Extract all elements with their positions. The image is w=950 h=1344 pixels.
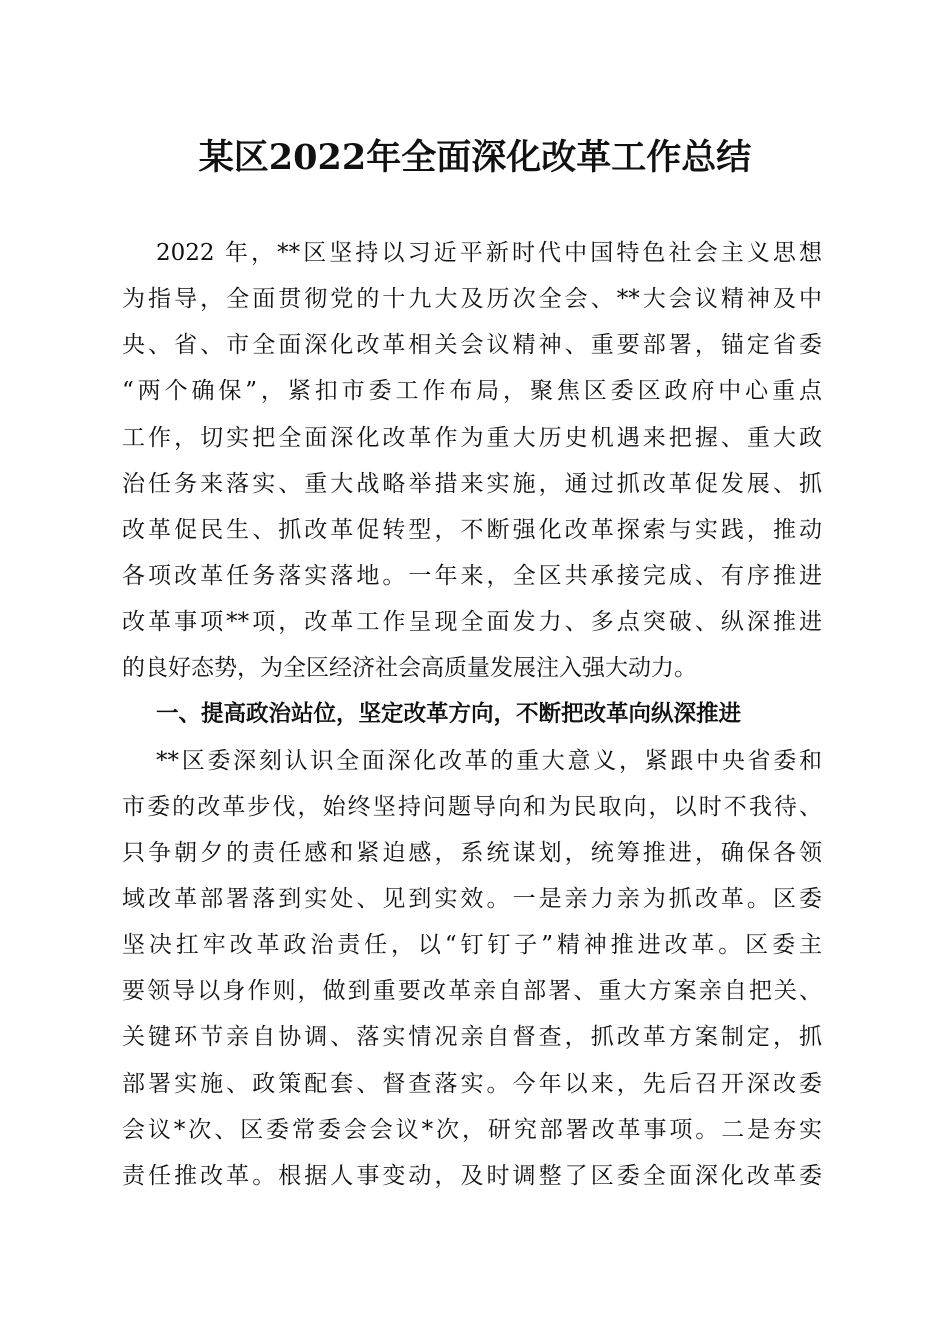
paragraph-line: 治任务来落实、重大战略举措来实施，通过抓改革促发展、抓	[122, 470, 822, 497]
paragraph-line: 改革促民生、抓改革促转型，不断强化改革探索与实践，推动	[122, 516, 822, 543]
section-heading: 一、提高政治站位，坚定改革方向，不断把改革向纵深推进	[156, 701, 742, 728]
paragraph-line: 改革事项**项，改革工作呈现全面发力、多点突破、纵深推进	[122, 609, 822, 636]
paragraph-line: 部署实施、政策配套、督查落实。今年以来，先后召开深改委	[122, 1070, 822, 1097]
paragraph-line: “两个确保”，紧扣市委工作布局，聚焦区委区政府中心重点	[122, 378, 822, 405]
paragraph-line: 的良好态势，为全区经济社会高质量发展注入强大动力。	[122, 655, 697, 682]
paragraph-line: 央、省、市全面深化改革相关会议精神、重要部署，锚定省委	[122, 332, 822, 359]
paragraph-line: 坚决扛牢改革政治责任，以“钉钉子”精神推进改革。区委主	[122, 932, 822, 959]
document-body	[122, 230, 822, 1199]
paragraph-line: 会议*次、区委常委会会议*次，研究部署改革事项。二是夯实	[122, 1116, 822, 1143]
paragraph-line: **区委深刻认识全面深化改革的重大意义，紧跟中央省委和	[156, 747, 822, 774]
paragraph-line: 为指导，全面贯彻党的十九大及历次全会、**大会议精神及中	[122, 286, 822, 313]
paragraph-line: 关键环节亲自协调、落实情况亲自督查，抓改革方案制定，抓	[122, 1024, 822, 1051]
document-title: 某区2022年全面深化改革工作总结	[198, 137, 752, 178]
paragraph-line: 责任推改革。根据人事变动，及时调整了区委全面深化改革委	[122, 1162, 822, 1189]
paragraph-line: 工作，切实把全面深化改革作为重大历史机遇来把握、重大政	[122, 424, 822, 451]
paragraph-line: 各项改革任务落实落地。一年来，全区共承接完成、有序推进	[122, 562, 822, 589]
paragraph-line: 要领导以身作则，做到重要改革亲自部署、重大方案亲自把关、	[122, 978, 822, 1005]
paragraph-line: 只争朝夕的责任感和紧迫感，系统谋划，统筹推进，确保各领	[122, 839, 822, 866]
paragraph-line: 2022 年，**区坚持以习近平新时代中国特色社会主义思想	[156, 240, 822, 266]
paragraph-line: 市委的改革步伐，始终坚持问题导向和为民取向，以时不我待、	[122, 793, 822, 820]
paragraph-line: 域改革部署落到实处、见到实效。一是亲力亲为抓改革。区委	[122, 885, 822, 912]
